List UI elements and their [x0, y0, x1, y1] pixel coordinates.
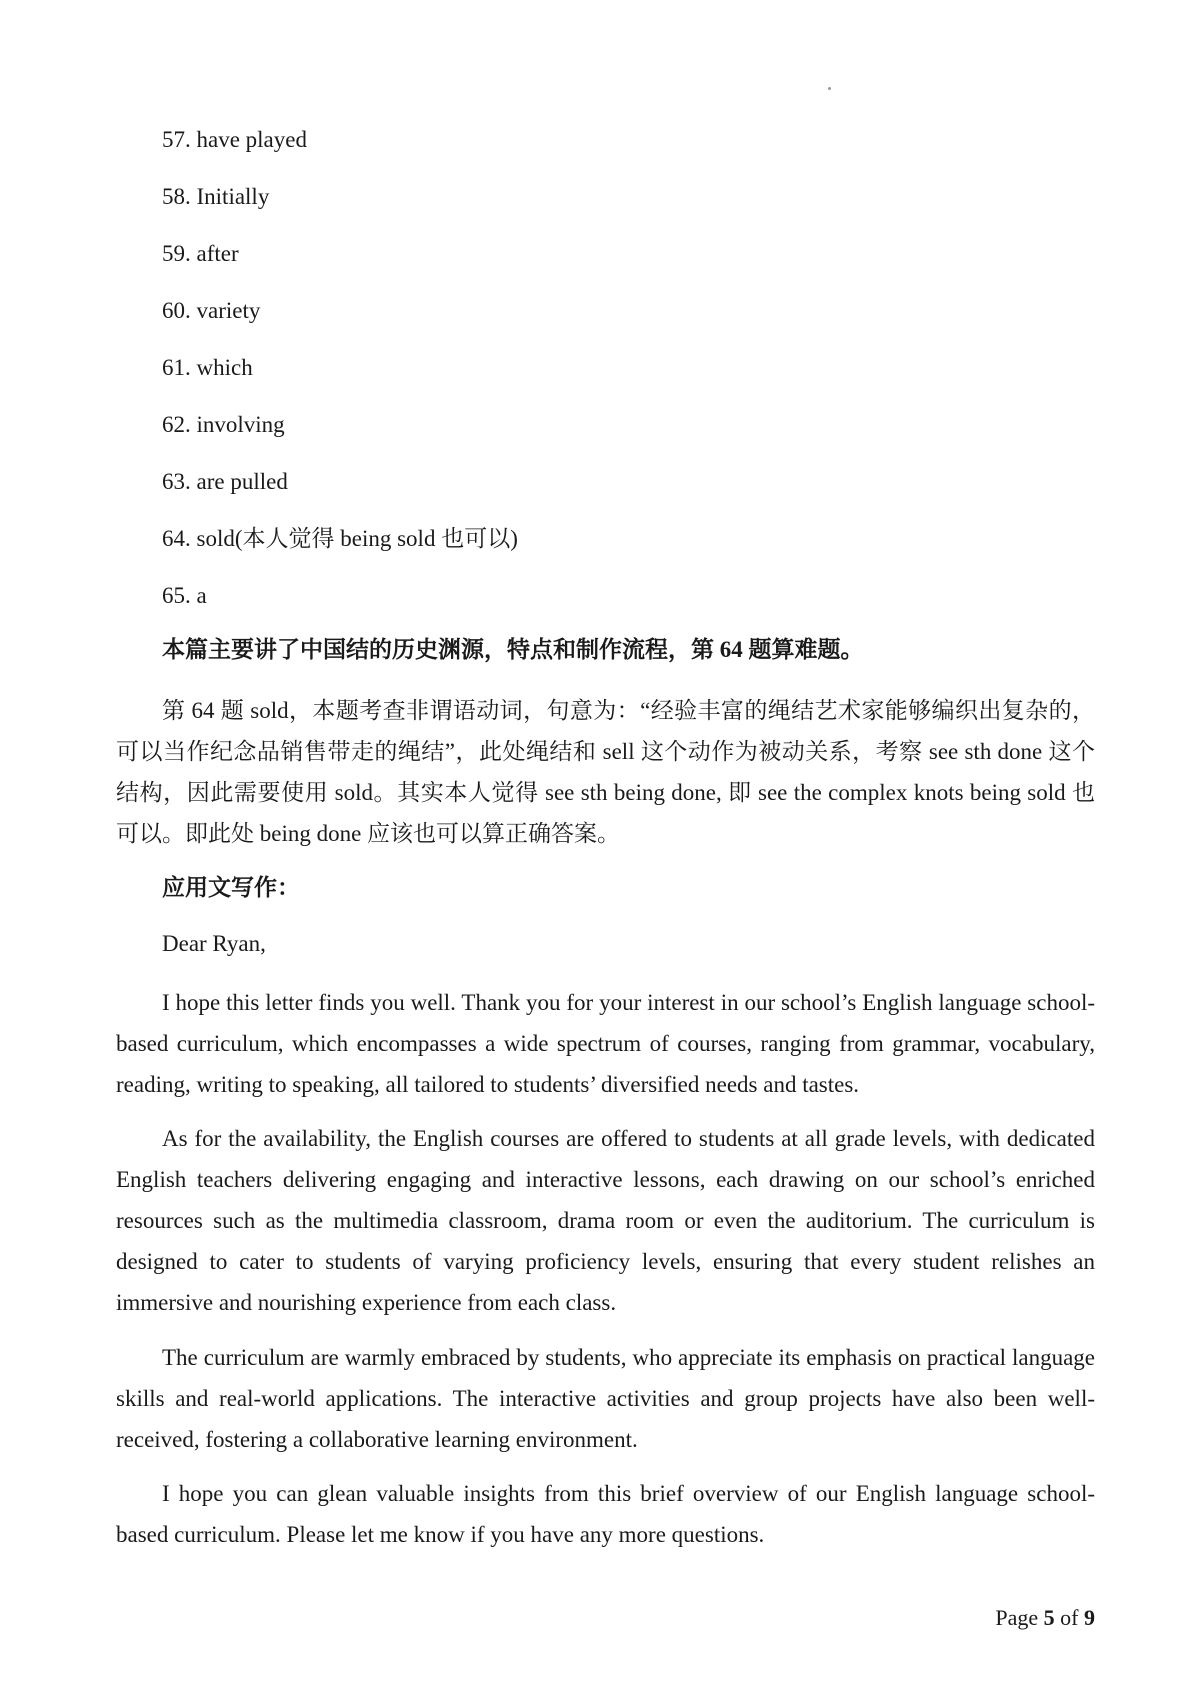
answer-item: 65. a: [162, 583, 207, 608]
writing-section-heading: 应用文写作：: [162, 875, 300, 900]
answer-item: 63. are pulled: [162, 469, 288, 494]
question-64-explanation: 第 64 题 sold，本题考查非谓语动词，句意为：“经验丰富的绳结艺术家能够编织出复杂的，可以当作纪念品销售带走的绳结”，此处绳结和 sell 这个动作为被动关系，考察 see sth done 这个结构，因此需要使用 sold。其实本人觉得 see sth being done, 即 see the complex knots being sold 也可以。即此处 being done 应该也可以算正确答案。: [116, 698, 1095, 846]
answer-item: 58. Initially: [162, 184, 270, 209]
answer-item: 62. involving: [162, 412, 285, 437]
answer-item: 60. variety: [162, 298, 261, 323]
letter-paragraph: The curriculum are warmly embraced by students, who appreciate its emphasis on practical language skills and real-world applications. The interactive activities and group projects have also been well-received, fostering a collaborative learning environment.: [116, 1345, 1095, 1452]
passage-summary: 本篇主要讲了中国结的历史渊源，特点和制作流程，第 64 题算难题。: [162, 637, 864, 662]
letter-paragraph: I hope you can glean valuable insights from this brief overview of our English language school-based curriculum. Please let me know if you have any more questions.: [116, 1481, 1095, 1547]
footer-of-label: of: [1060, 1605, 1079, 1630]
footer-current-page: 5: [1043, 1605, 1055, 1630]
letter-paragraph: As for the availability, the English courses are offered to students at all grade levels, with dedicated English teachers delivering engaging and interactive lessons, each drawing on our school’s enriched resources such as the multimedia classroom, drama room or even the auditorium. The curriculum is designed to cater to students of varying proficiency levels, ensuring that every student relishes an immersive and nourishing experience from each class.: [116, 1126, 1095, 1315]
answer-list: [162, 124, 518, 637]
footer-page-label: Page: [995, 1605, 1039, 1630]
answer-item: 61. which: [162, 355, 253, 380]
scan-speck: [828, 87, 831, 90]
answer-item: 57. have played: [162, 127, 307, 152]
footer-total-pages: 9: [1084, 1605, 1095, 1630]
page-footer: [995, 1603, 1095, 1633]
answer-item: 59. after: [162, 241, 239, 266]
answer-item: 64. sold(本人觉得 being sold 也可以): [162, 526, 518, 551]
letter-paragraph: I hope this letter finds you well. Thank you for your interest in our school’s English language school-based curriculum, which encompasses a wide spectrum of courses, ranging from grammar, vocabulary, reading, writing to speaking, all tailored to students’ diversified needs and tastes.: [116, 990, 1095, 1097]
letter-salutation: Dear Ryan,: [162, 931, 266, 956]
